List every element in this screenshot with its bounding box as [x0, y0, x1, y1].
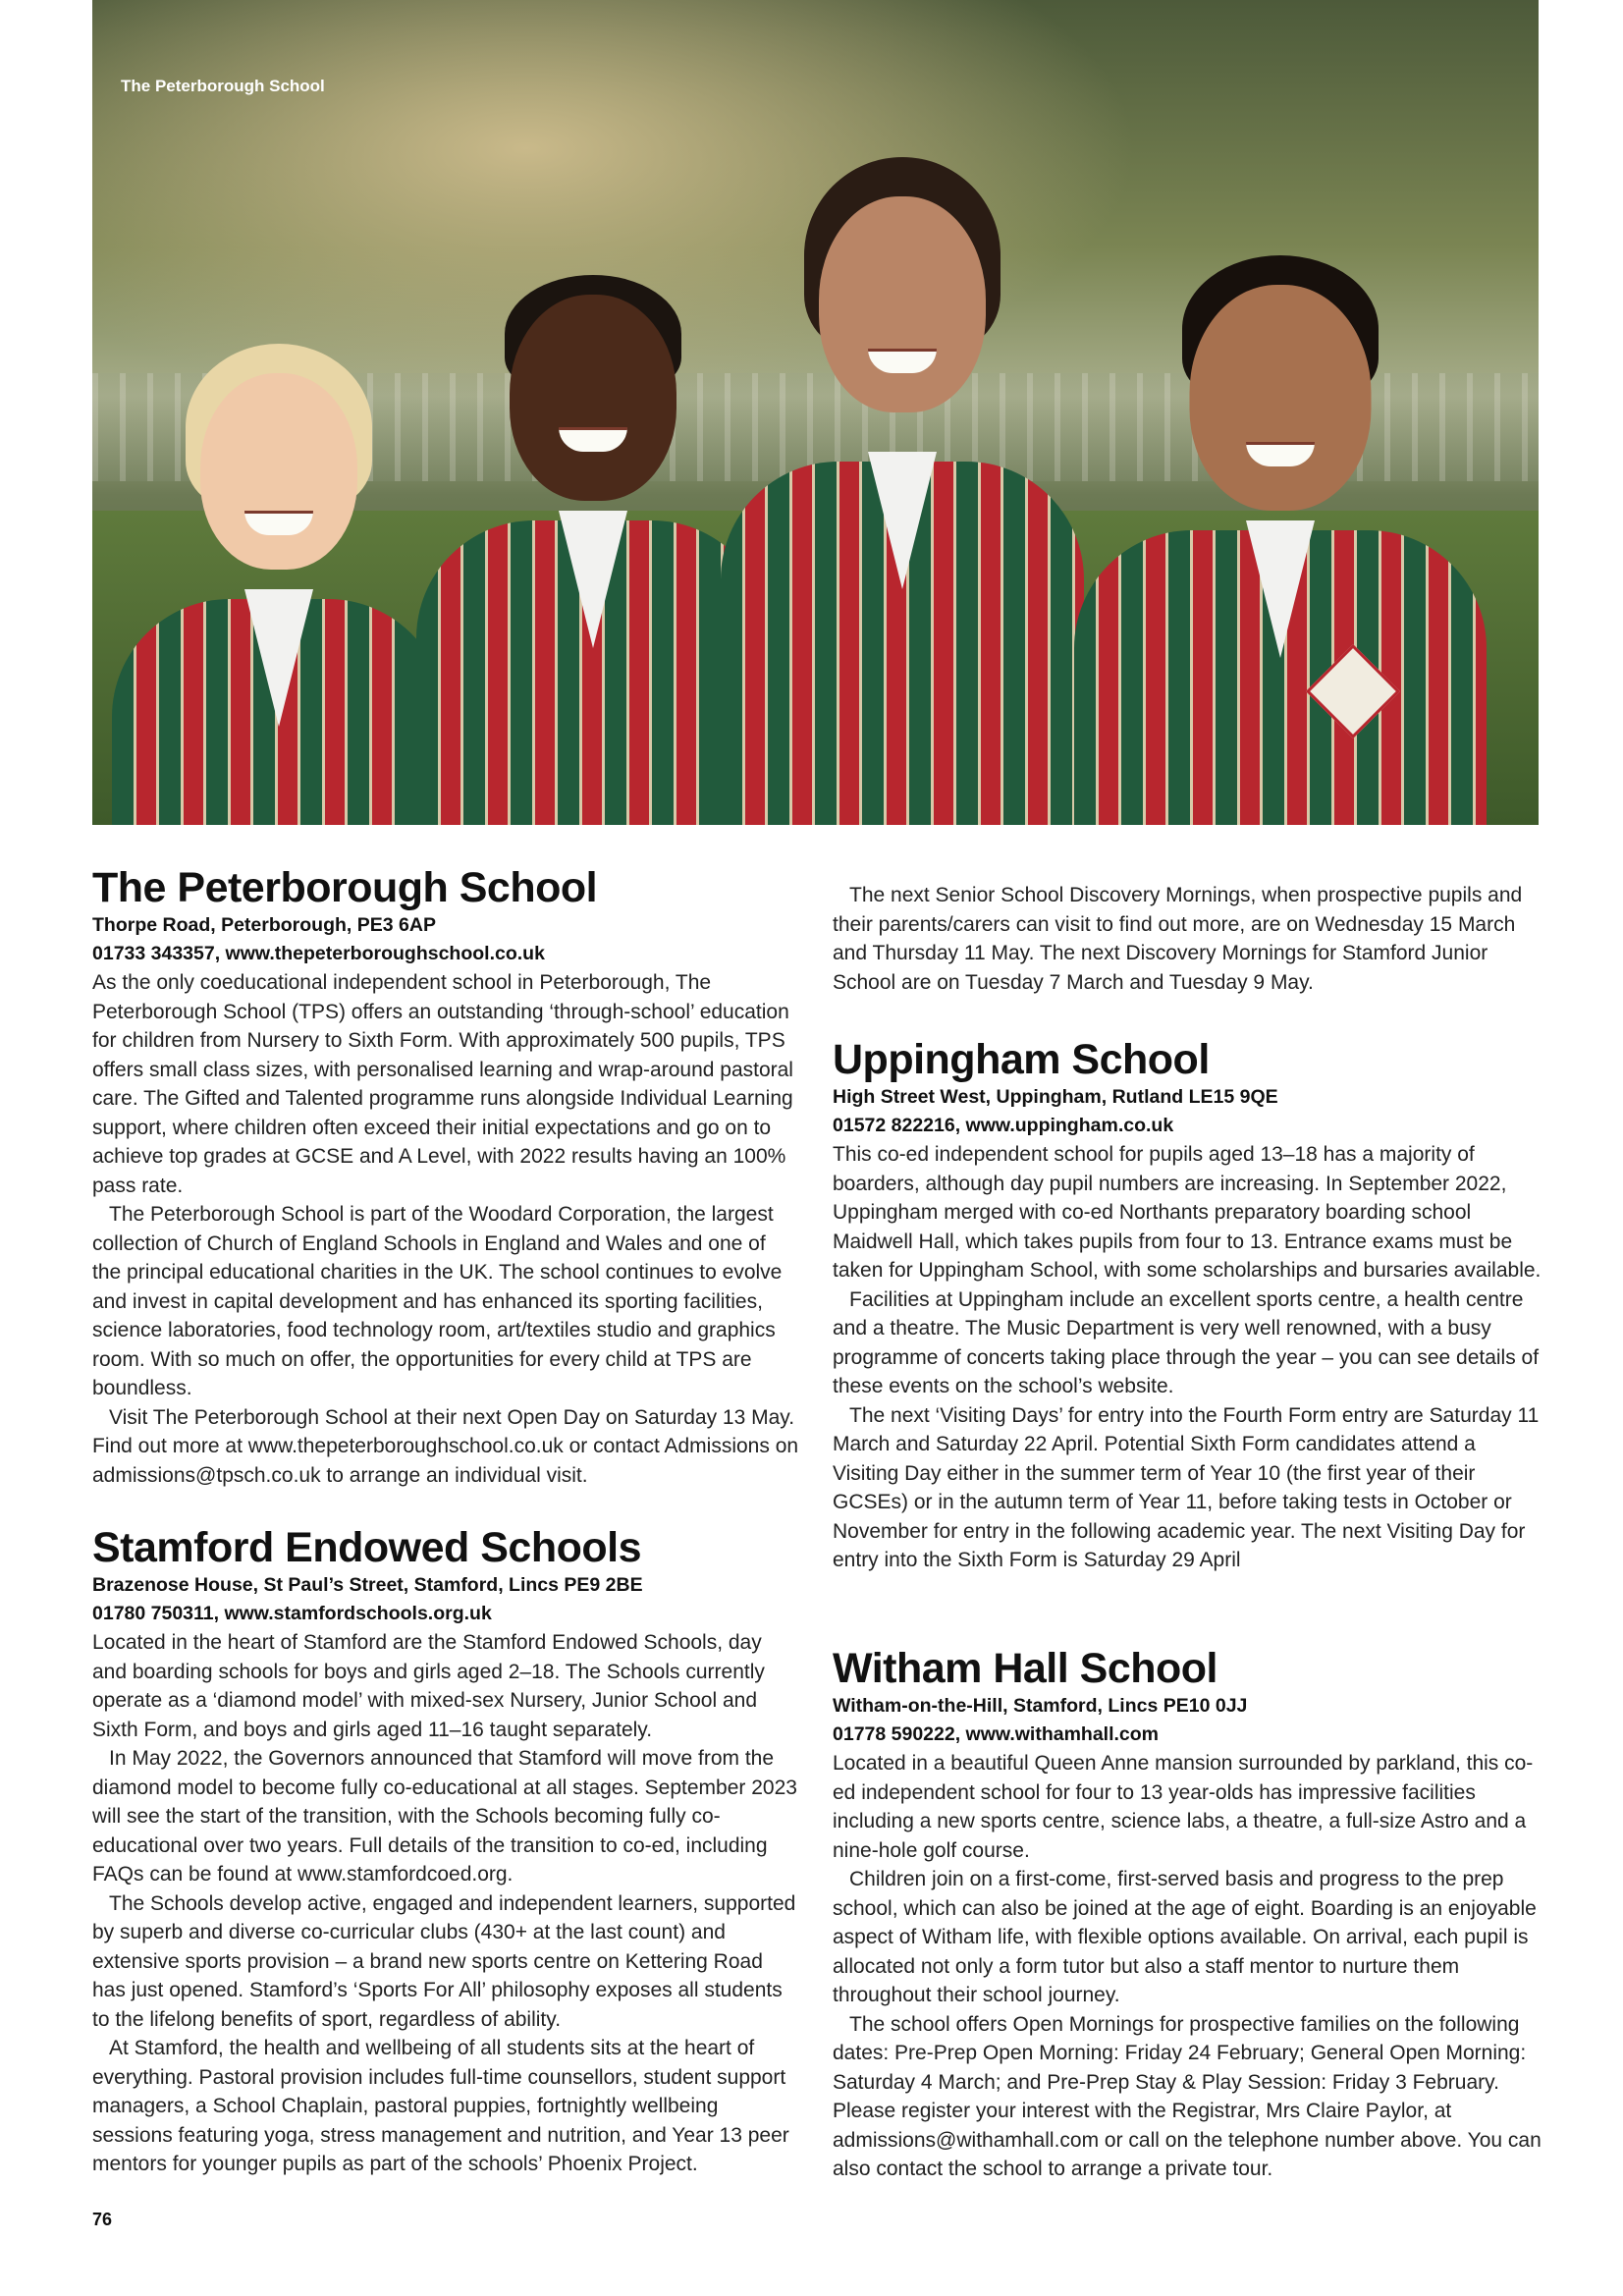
- body-paragraph: The school offers Open Mornings for prospective families on the following dates: Pre-Prep Open Morning: Friday 24 February; General Open Morning: Saturday 4 March; and Pre-Prep Stay & Play Session: Friday 3 February. Please register your interest with the Registrar, Mrs Claire Paylor, at admissions@withamhall.com or call on the telephone number above. You can also contact the school to arrange a private tour.: [833, 2012, 1542, 2180]
- school-entry-peterborough: [92, 864, 799, 1490]
- school-address: Witham-on-the-Hill, Stamford, Lincs PE10 0JJ: [833, 1695, 1248, 1717]
- school-address: Brazenose House, St Paul’s Street, Stamford, Lincs PE9 2BE: [92, 1574, 643, 1596]
- pupil-figure: [112, 275, 446, 825]
- body-paragraph: The next ‘Visiting Days’ for entry into the Fourth Form entry are Saturday 11 March and Saturday 22 April. Potential Sixth Form candidates attend a Visiting Day either in the summer term of Year 10 (the first year of their GCSEs) or in the autumn term of Year 11, before taking tests in October or November for entry in the following academic year. The next Visiting Day for entry into the Sixth Form is Saturday 29 April: [833, 1403, 1540, 1571]
- school-name: Stamford Endowed Schools: [92, 1524, 641, 1571]
- school-entry-witham: [833, 1645, 1542, 2184]
- pupil-figure: [416, 177, 770, 825]
- body-paragraph: Visit The Peterborough School at their next Open Day on Saturday 13 May. Find out more at www.thepeterboroughschool.co.uk or contact Admissions on admissions@tpsch.co.uk to arrange an individual visit.: [92, 1405, 799, 1487]
- body-paragraph: Located in a beautiful Queen Anne mansion surrounded by parkland, this co-ed independent school for four to 13 year-olds has impressive facilities including a new sports centre, science labs, a theatre, a full-size Astro and a nine-hole golf course.: [833, 1752, 1534, 1862]
- body-paragraph: The Schools develop active, engaged and independent learners, supported by superb and diverse co-curricular clubs (430+ at the last count) and extensive sports provision – a brand new sports centre on Kettering Road has just opened. Stamford’s ‘Sports For All’ philosophy exposes all students to the lifelong benefits of sport, regardless of ability.: [92, 1891, 796, 2031]
- photo-caption: The Peterborough School: [121, 77, 325, 95]
- body-paragraph: As the only coeducational independent school in Peterborough, The Peterborough School (TPS) offers an outstanding ‘through-school’ education for children from Nursery to Sixth Form. With approximately 500 pupils, TPS offers small class sizes, with personalised learning and wrap-around pastoral care. The Gifted and Talented programme runs alongside Individual Learning support, where children often exceed their initial expectations and go on to achieve top grades at GCSE and A Level, with 2022 results having an 100% pass rate.: [92, 971, 793, 1197]
- school-address: Thorpe Road, Peterborough, PE3 6AP: [92, 914, 436, 936]
- school-name: Witham Hall School: [833, 1645, 1217, 1692]
- school-name: Uppingham School: [833, 1036, 1210, 1083]
- body-paragraph: This co-ed independent school for pupils aged 13–18 has a majority of boarders, although day pupil numbers are increasing. In September 2022, Uppingham merged with co-ed Northants preparatory boarding school Maidwell Hall, which takes pupils from four to 13. Entrance exams must be taken for Uppingham School, with some scholarships and bursaries available.: [833, 1143, 1542, 1282]
- body-paragraph: Located in the heart of Stamford are the Stamford Endowed Schools, day and boarding schools for boys and girls aged 2–18. The Schools currently operate as a ‘diamond model’ with mixed-sex Nursery, Junior School and Sixth Form, and boys and girls aged 11–16 taught separately.: [92, 1631, 765, 1741]
- pupil-figure: [1074, 196, 1487, 825]
- pupil-figure: [721, 108, 1084, 825]
- school-entry-uppingham: [833, 1036, 1542, 1575]
- body-paragraph: Facilities at Uppingham include an excellent sports centre, a health centre and a theatre. The Music Department is very well renowned, with a busy programme of concerts taking place through the year – you can see details of these events on the school’s website.: [833, 1287, 1540, 1397]
- body-paragraph: The next Senior School Discovery Mornings, when prospective pupils and their parents/carers can visit to find out more, are on Wednesday 15 March and Thursday 11 May. The next Discovery Mornings for Stamford Junior School are on Tuesday 7 March and Tuesday 9 May.: [833, 884, 1523, 994]
- body-paragraph: The Peterborough School is part of the Woodard Corporation, the largest collection of Church of England Schools in England and Wales and one of the principal educational charities in the UK. The school continues to evolve and invest in capital development and has enhanced its sporting facilities, science laboratories, food technology room, art/textiles studio and graphics room. With so much on offer, the opportunities for every child at TPS are boundless.: [92, 1203, 783, 1399]
- body-paragraph: In May 2022, the Governors announced that Stamford will move from the diamond model to become fully co-educational at all stages. September 2023 will see the start of the transition, with the Schools becoming fully co-educational over two years. Full details of the transition to co-ed, including FAQs can be found at www.stamfordcoed.org.: [92, 1747, 797, 1886]
- body-paragraph: Children join on a first-come, first-served basis and progress to the prep school, which can also be joined at the age of eight. Boarding is an enjoyable aspect of Witham life, with flexible options available. On arrival, each pupil is allocated not only a form tutor but also a staff mentor to nurture them throughout their school journey.: [833, 1868, 1537, 2006]
- school-contact: 01572 822216, www.uppingham.co.uk: [833, 1115, 1174, 1136]
- school-entry-stamford: [92, 1524, 799, 2179]
- page-number: 76: [92, 2210, 113, 2229]
- school-contact: 01778 590222, www.withamhall.com: [833, 1723, 1160, 1745]
- school-contact: 01733 343357, www.thepeterboroughschool.co.uk: [92, 943, 545, 964]
- school-entry-stamford-continued: [833, 881, 1542, 997]
- hero-photo: [92, 0, 1539, 825]
- body-paragraph: At Stamford, the health and wellbeing of all students sits at the heart of everything. Pastoral provision includes full-time counsellors, student support managers, a School Chaplain, pastoral puppies, fortnightly wellbeing sessions featuring yoga, stress management and nutrition, and Year 13 peer mentors for younger pupils as part of the schools’ Phoenix Project.: [92, 2037, 789, 2175]
- school-contact: 01780 750311, www.stamfordschools.org.uk: [92, 1603, 492, 1624]
- school-name: The Peterborough School: [92, 864, 598, 911]
- school-address: High Street West, Uppingham, Rutland LE15 9QE: [833, 1086, 1278, 1108]
